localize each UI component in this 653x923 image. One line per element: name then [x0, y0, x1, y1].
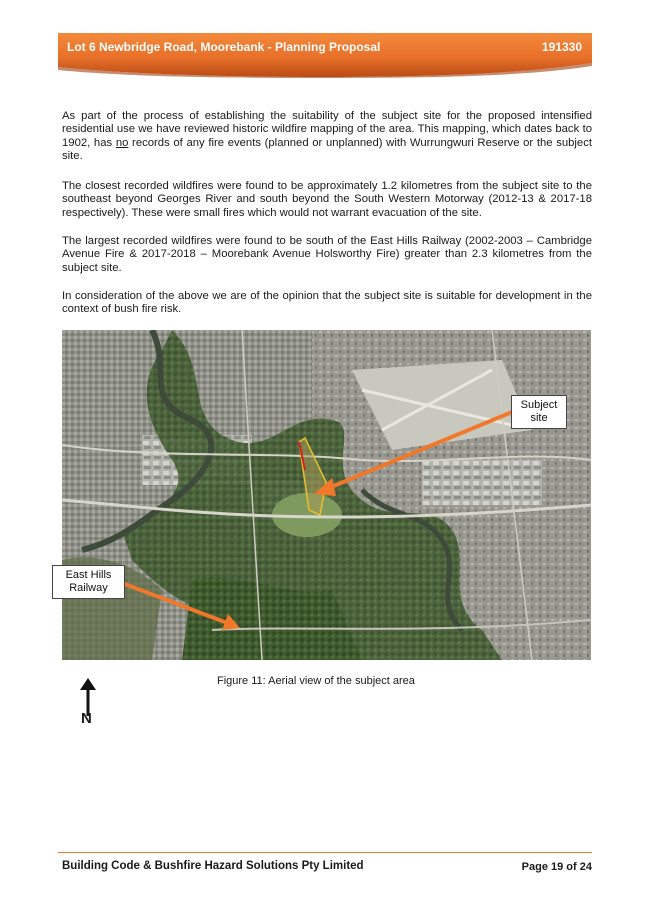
subject-site-arrow [324, 412, 512, 490]
paragraph-largest-fires: The largest recorded wildfires were found to be south of the East Hills Railway (2002-2003 – Cambridge Avenue Fire & 2017-2018 – Moorebank Avenue Holsworthy Fire) greater than 2.3 kilometres from the subject site. [62, 235, 592, 274]
paragraph-conclusion: In consideration of the above we are of the opinion that the subject site is suitable for development in the context of bush fire risk. [62, 290, 592, 316]
north-label: N [81, 710, 92, 727]
document-title: Lot 6 Newbridge Road, Moorebank - Planning Proposal [67, 40, 381, 54]
footer-company: Building Code & Bushfire Hazard Solutions Pty Limited [62, 860, 364, 872]
page-number: Page 19 of 24 [521, 861, 592, 873]
railway-callout [52, 565, 125, 599]
project-number: 191330 [541, 40, 582, 54]
aerial-map [62, 330, 591, 660]
railway-callout-line1: East Hills [65, 569, 112, 581]
page-header [58, 33, 592, 78]
subject-callout-line2: site [530, 412, 548, 424]
subject-callout-line1: Subject [520, 399, 558, 411]
p1-text-a: As part of the process of establishing the suitability of the subject site for the proposed intensified residential use we have reviewed historic wildfire mapping of the area. This mapping, which dates back to 1902, has [62, 110, 592, 149]
railway-callout-line2: Railway [69, 582, 108, 594]
subject-site-callout [511, 395, 567, 429]
p1-underlined-word: no [115, 136, 129, 149]
footer-divider [58, 852, 592, 853]
paragraph-historic-mapping [62, 110, 592, 164]
figure-caption: Figure 11: Aerial view of the subject area [217, 675, 415, 687]
paragraph-closest-fires: The closest recorded wildfires were found to be approximately 1.2 kilometres from the subject site to the southeast beyond Georges River and south beyond the South Western Motorway (2012-13 & 2017-18 respectively). These were small fires which would not warrant evacuation of the site. [62, 180, 592, 219]
callout-arrows [62, 330, 591, 660]
p1-text-b: records of any fire events (planned or unplanned) with Wurrungwuri Reserve or the subject site. [62, 136, 592, 163]
railway-arrow [122, 583, 230, 624]
